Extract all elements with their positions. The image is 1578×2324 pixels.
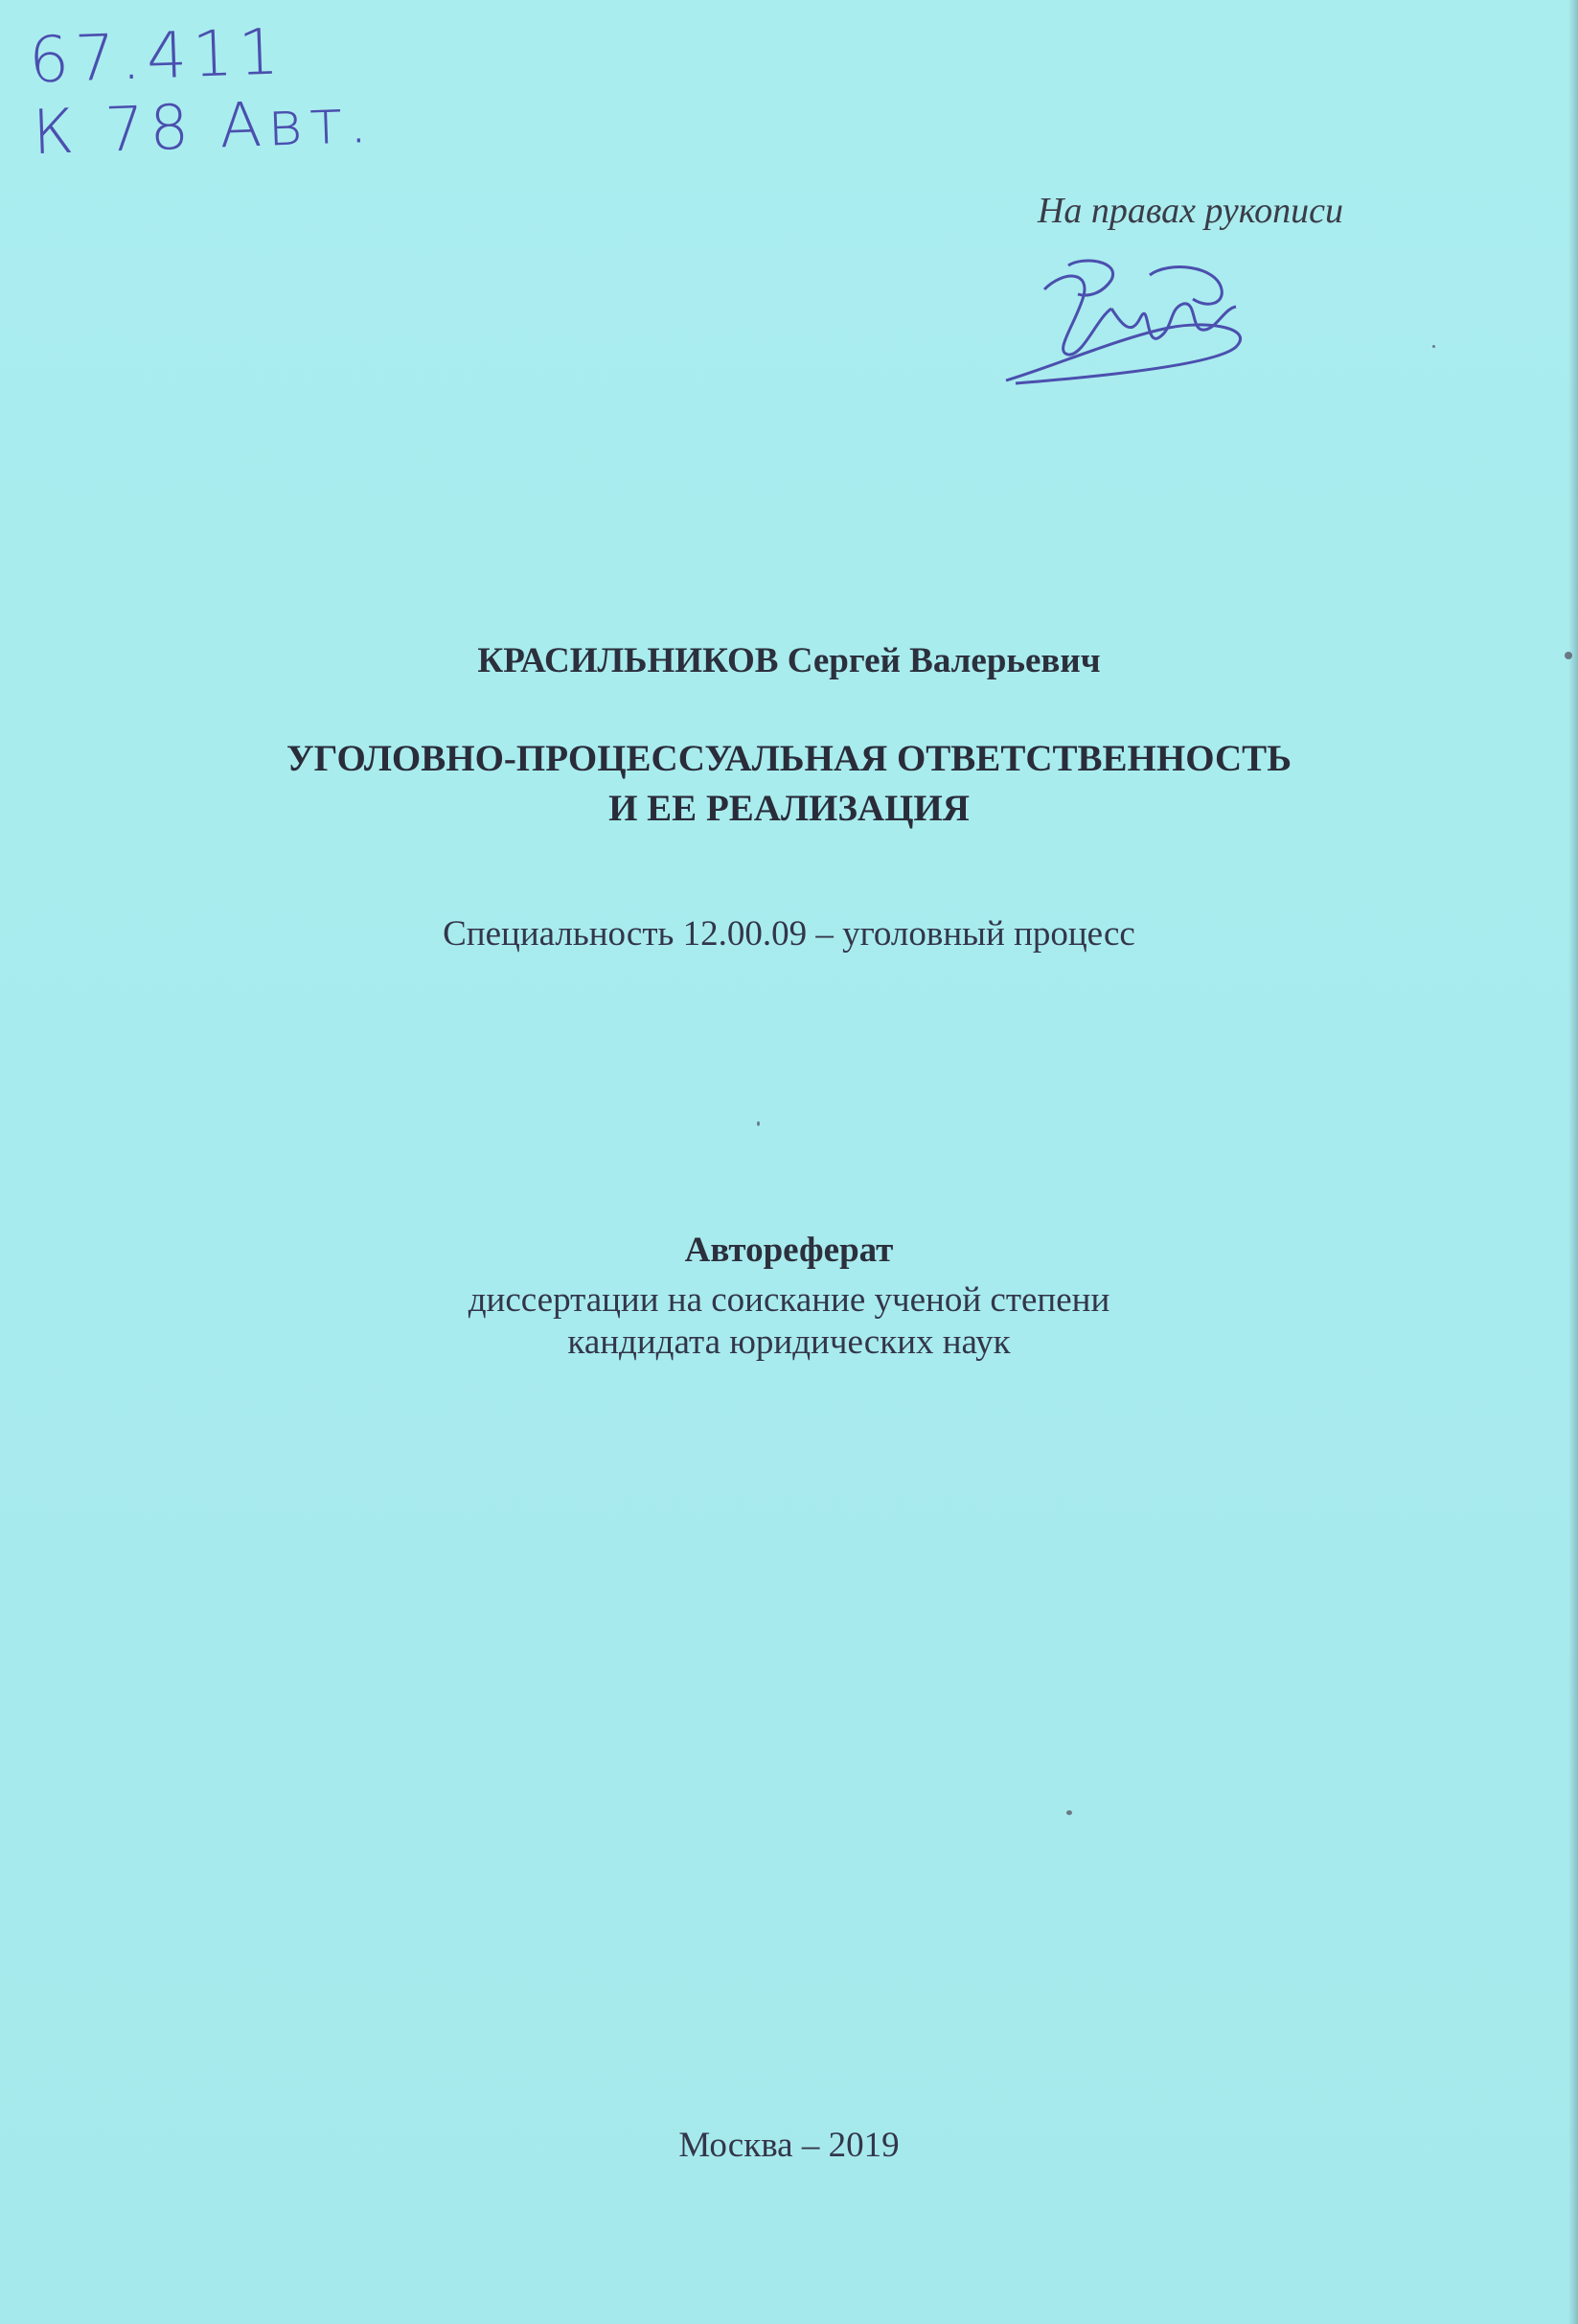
catalog-code: К 78 Авт.: [31, 85, 376, 170]
city-year: Москва – 2019: [678, 2126, 900, 2165]
title-line-2: И ЕЕ РЕАЛИЗАЦИЯ: [608, 788, 970, 829]
author-given-names: Сергей Валерьевич: [787, 641, 1101, 680]
specialty: Специальность 12.00.09 – уголовный процесс: [443, 914, 1135, 954]
paper-speck: [757, 1121, 760, 1126]
paper-speck: [1432, 345, 1435, 348]
author-surname: КРАСИЛЬНИКОВ: [477, 641, 779, 680]
title-line-1: УГОЛОВНО-ПРОЦЕССУАЛЬНАЯ ОТВЕТСТВЕННОСТЬ: [286, 738, 1292, 779]
dissertation-title: [0, 734, 1578, 834]
abstract-line-2: кандидата юридических наук: [567, 1323, 1011, 1362]
abstract-heading: Автореферат: [684, 1231, 894, 1270]
paper-speck: [1066, 1810, 1072, 1815]
author-name: [0, 640, 1578, 681]
signature-icon: [977, 251, 1265, 395]
rights-note: На правах рукописи: [1037, 191, 1343, 231]
catalog-number: 67.411: [27, 14, 286, 98]
abstract-line-1: диссертации на соискание ученой степени: [468, 1280, 1110, 1320]
page-edge-shadow: [1568, 0, 1578, 2324]
abstract-description: [0, 1279, 1578, 1364]
